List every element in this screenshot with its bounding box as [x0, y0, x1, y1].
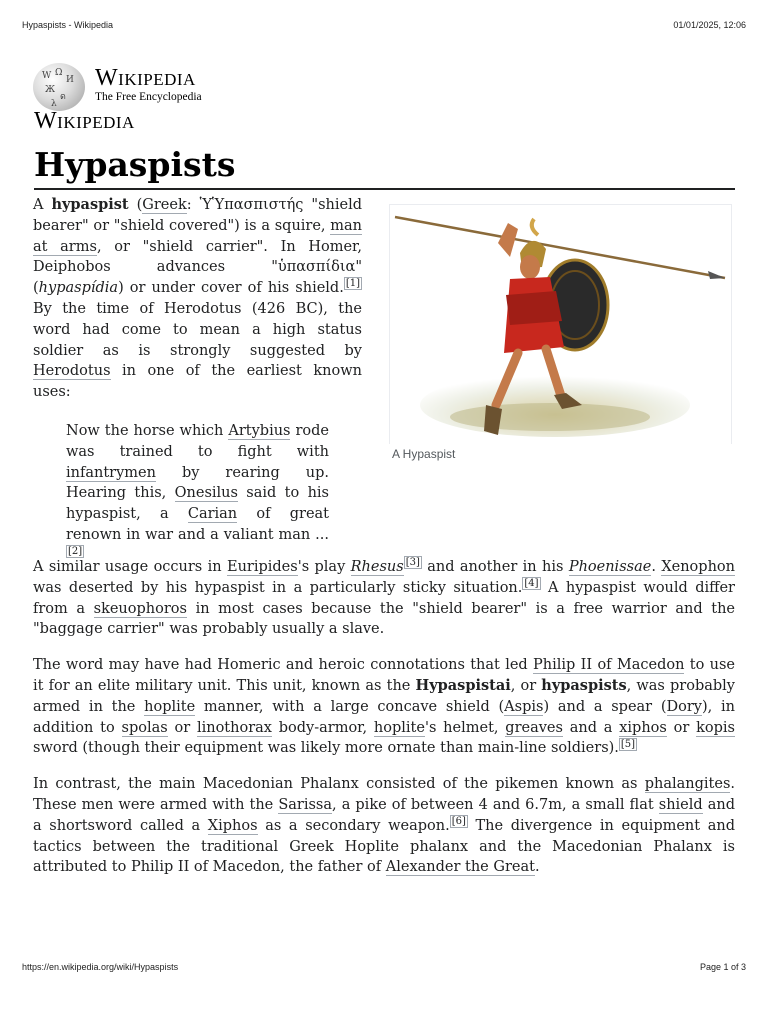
ref-4[interactable]: [4] [524, 577, 539, 589]
link-man-at-arms[interactable]: man at arms [33, 217, 362, 255]
ref-5[interactable]: [5] [620, 738, 636, 750]
herodotus-quote: Now the horse which Artybius rode was trained to fight with infantrymen by rearing up. Hearing this, Onesilus said to his hypaspist, a Carian of great renown in war and a valiant man ...[2] [66, 422, 330, 557]
logo-tagline: The Free Encyclopedia [95, 91, 202, 103]
ref-3[interactable]: [3] [405, 557, 420, 569]
intro-column [33, 195, 362, 567]
link-carian[interactable]: Carian [187, 506, 238, 523]
paragraph-philip: The word may have had Homeric and heroic connotations that led Philip II of Macedon to use it for an elite military unit. This unit, known as the Hypaspistai, or hypaspists, was probably armed in the hoplite manner, with a large concave shield (Aspis) and a spear (Dory), in addition to spolas or linothorax body-armor, hoplite's helmet, greaves and a xiphos or kopis sword (though their equipment was likely more ornate than main-line soldiers). [5] [33, 657, 736, 757]
link-xiphos-2[interactable]: Xiphos [207, 817, 258, 834]
ref-1[interactable]: [1] [345, 278, 360, 290]
link-phalangites[interactable]: phalangites [644, 776, 731, 793]
print-header [22, 20, 746, 30]
link-skeuophoros[interactable]: skeuophoros [93, 600, 187, 617]
link-euripides[interactable]: Euripides [226, 559, 298, 575]
link-xiphos[interactable]: xiphos [619, 719, 667, 736]
link-artybius[interactable]: Artybius [228, 422, 291, 439]
link-infantrymen[interactable]: infantrymen [66, 464, 156, 481]
link-hoplite[interactable]: hoplite [144, 698, 196, 715]
hypaspist-illustration [390, 205, 731, 445]
wikipedia-wordmark: Wikipedia [34, 108, 135, 134]
logo-wordmark: Wikipedia [95, 65, 196, 91]
link-kopis[interactable]: kopis [696, 719, 735, 736]
page-title: Hypaspists [34, 143, 735, 190]
print-url: https://en.wikipedia.org/wiki/Hypaspists [22, 962, 179, 972]
ref-2[interactable]: [2] [68, 545, 83, 557]
link-onesilus[interactable]: Onesilus [174, 485, 238, 502]
link-xenophon[interactable]: Xenophon [661, 559, 735, 575]
link-greaves[interactable]: greaves [505, 719, 563, 736]
link-linothorax[interactable]: linothorax [196, 719, 272, 736]
paragraph-phalanx: In contrast, the main Macedonian Phalanx consisted of the pikemen known as phalangites. These men were armed with the Sarissa, a pike of between 4 and 6.7m, a small flat shield and a shortsword called a Xiphos as a secondary weapon. [6] The divergence in equipment and tactics between the traditional Greek Hoplite phalanx and the Macedonian Phalanx is attributed to Philip II of Macedon, the father of Alexander the Great. [33, 776, 736, 876]
link-philip-ii[interactable]: Philip II of Macedon [533, 657, 685, 674]
link-aspis[interactable]: Aspis [504, 698, 544, 715]
infobox-caption: A Hypaspist [392, 447, 456, 461]
infobox-image[interactable] [389, 204, 732, 444]
article-body [33, 557, 735, 893]
link-greek[interactable]: Greek [142, 197, 187, 213]
link-alexander-the-great[interactable]: Alexander the Great [385, 859, 535, 876]
link-hoplite-2[interactable]: hoplite [373, 719, 425, 736]
link-rhesus[interactable]: Rhesus [350, 559, 404, 575]
print-page-title: Hypaspists - Wikipedia [22, 20, 114, 30]
link-dory[interactable]: Dory [666, 698, 702, 715]
print-footer [22, 962, 746, 972]
link-phoenissae[interactable]: Phoenissae [568, 559, 652, 575]
print-datetime: 01/01/2025, 12:06 [673, 20, 746, 30]
link-shield[interactable]: shield [658, 796, 703, 813]
ref-6[interactable]: [6] [451, 815, 466, 827]
wikipedia-logo[interactable] [33, 63, 202, 111]
wikipedia-globe-icon: W Ω И Ж ด λ [33, 63, 85, 111]
link-spolas[interactable]: spolas [121, 719, 168, 736]
print-page-number: Page 1 of 3 [699, 962, 746, 972]
link-sarissa[interactable]: Sarissa [278, 796, 333, 813]
link-herodotus[interactable]: Herodotus [33, 363, 111, 380]
paragraph-euripides: A similar usage occurs in Euripides's play Rhesus [3] and another in his Phoenissae. Xenophon was deserted by his hypaspist in a particularly sticky situation. [4] A hypaspist would differ from a skeuophoros in most cases because the "shield bearer" is a free warrior and the "baggage carrier" was probably usually a slave. [33, 557, 736, 638]
intro-paragraph: A hypaspist (Greek: ὙὙπασπιστής "shield bearer" or "shield covered") is a squire, man at arms, or "shield carrier". In Homer, Deiphobos advances "ὑπασπίδια" (hypaspídia) or under cover of his shield. [1] By the time of Herodotus (426 BC), the word had come to mean a high status soldier as is strongly suggested by Herodotus in one of the earliest known uses: [33, 196, 362, 401]
